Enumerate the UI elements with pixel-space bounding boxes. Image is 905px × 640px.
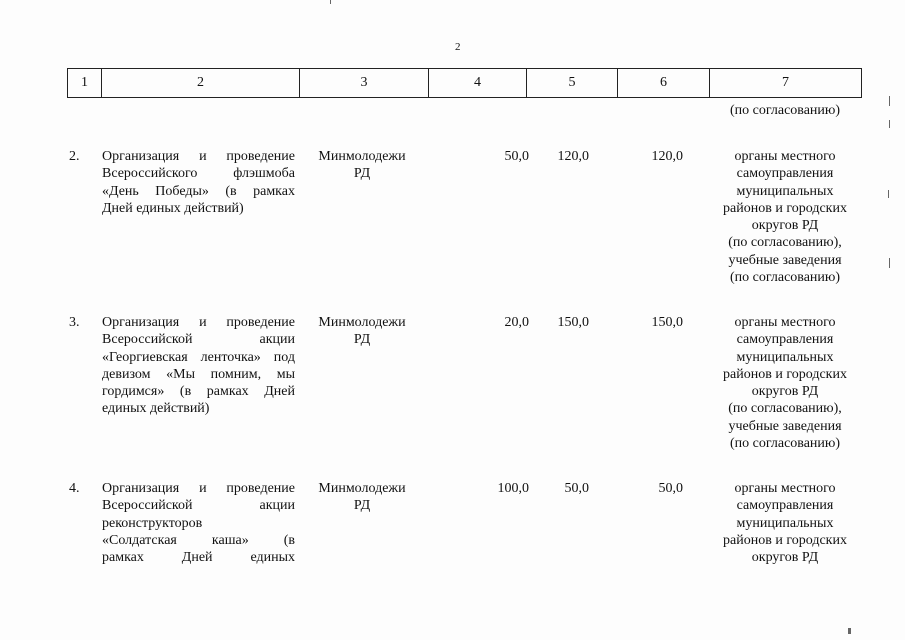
value-col-6: 50,0 [658, 481, 683, 496]
event-name [102, 148, 295, 217]
co-executor-line: округов РД [751, 218, 819, 234]
row-number: 3. [69, 315, 80, 330]
row-number: 2. [69, 149, 80, 164]
column-header-6: 6 [617, 69, 709, 97]
executor-line: РД [353, 498, 371, 514]
table-header-row [67, 68, 862, 98]
co-executors [710, 314, 860, 452]
event-name-line: Организация и проведение [102, 149, 295, 164]
co-executor-line: самоуправления [736, 332, 834, 348]
value-col-5: 50,0 [564, 481, 589, 496]
co-executor-line: самоуправления [736, 498, 834, 514]
column-header-4: 4 [428, 69, 526, 97]
executor [307, 314, 417, 349]
co-executor-line: районов и городских [723, 532, 847, 548]
row-number: 4. [69, 481, 80, 496]
column-header-5: 5 [526, 69, 617, 97]
scan-speck [889, 96, 890, 106]
co-executor-line: округов РД [751, 550, 819, 566]
co-executor-line: самоуправления [736, 166, 834, 182]
value-col-4: 100,0 [497, 481, 529, 496]
executor-line: РД [353, 332, 371, 348]
co-executor-line: (по согласованию), [728, 401, 842, 417]
executor [307, 480, 417, 515]
value-col-6: 120,0 [651, 149, 683, 164]
scan-speck [888, 190, 889, 198]
scan-speck [889, 258, 890, 268]
co-executor-line: муниципальных [736, 349, 834, 365]
co-executor-line: (по согласованию) [729, 436, 841, 452]
event-name [102, 314, 295, 418]
continuation-note: (по согласованию) [729, 103, 841, 118]
co-executor-line: учебные заведения [728, 418, 842, 434]
event-name-line: рамках Дней единых [102, 550, 295, 566]
event-name-line: Организация и проведение [102, 481, 295, 496]
co-executor-line: муниципальных [736, 183, 834, 199]
executor-line: РД [353, 166, 371, 182]
value-col-5: 150,0 [557, 315, 589, 330]
page-number: 2 [455, 41, 461, 53]
event-name-line: «День Победы» (в рамках [102, 183, 295, 199]
co-executor-line: органы местного [734, 315, 836, 330]
co-executor-line: (по согласованию) [729, 270, 841, 286]
co-executor-line: органы местного [734, 149, 836, 164]
value-col-4: 50,0 [504, 149, 529, 164]
executor-line: Минмолодежи [318, 149, 406, 164]
co-executors [710, 148, 860, 286]
co-executor-line: районов и городских [723, 200, 847, 216]
co-executor-line: округов РД [751, 384, 819, 400]
scan-speck [889, 120, 890, 128]
event-name-line: Всероссийского флэшмоба [102, 166, 295, 182]
column-header-7: 7 [709, 69, 862, 97]
co-executor-line: учебные заведения [728, 252, 842, 268]
value-col-6: 150,0 [651, 315, 683, 330]
column-header-3: 3 [299, 69, 428, 97]
event-name-line: Всероссийской акции [102, 498, 295, 514]
co-executor-line: муниципальных [736, 515, 834, 531]
column-header-1: 1 [67, 69, 101, 97]
scan-speck [848, 628, 851, 634]
value-col-4: 20,0 [504, 315, 529, 330]
event-name-line: реконструкторов [102, 515, 203, 531]
event-name-line: гордимся» (в рамках Дней [102, 384, 295, 400]
event-name-line: «Георгиевская ленточка» под [102, 349, 295, 365]
value-col-5: 120,0 [557, 149, 589, 164]
event-name-line: Дней единых действий) [102, 200, 244, 216]
scan-speck [330, 0, 331, 4]
co-executor-line: районов и городских [723, 366, 847, 382]
event-name-line: единых действий) [102, 401, 210, 417]
event-name-line: Организация и проведение [102, 315, 295, 330]
executor-line: Минмолодежи [318, 315, 406, 330]
executor [307, 148, 417, 183]
event-name-line: девизом «Мы помним, мы [102, 366, 295, 382]
event-name [102, 480, 295, 566]
column-header-2: 2 [101, 69, 299, 97]
event-name-line: «Солдатская каша» (в [102, 532, 295, 548]
event-name-line: Всероссийской акции [102, 332, 295, 348]
executor-line: Минмолодежи [318, 481, 406, 496]
co-executor-line: (по согласованию), [728, 235, 842, 251]
co-executor-line: органы местного [734, 481, 836, 496]
co-executors [710, 480, 860, 566]
